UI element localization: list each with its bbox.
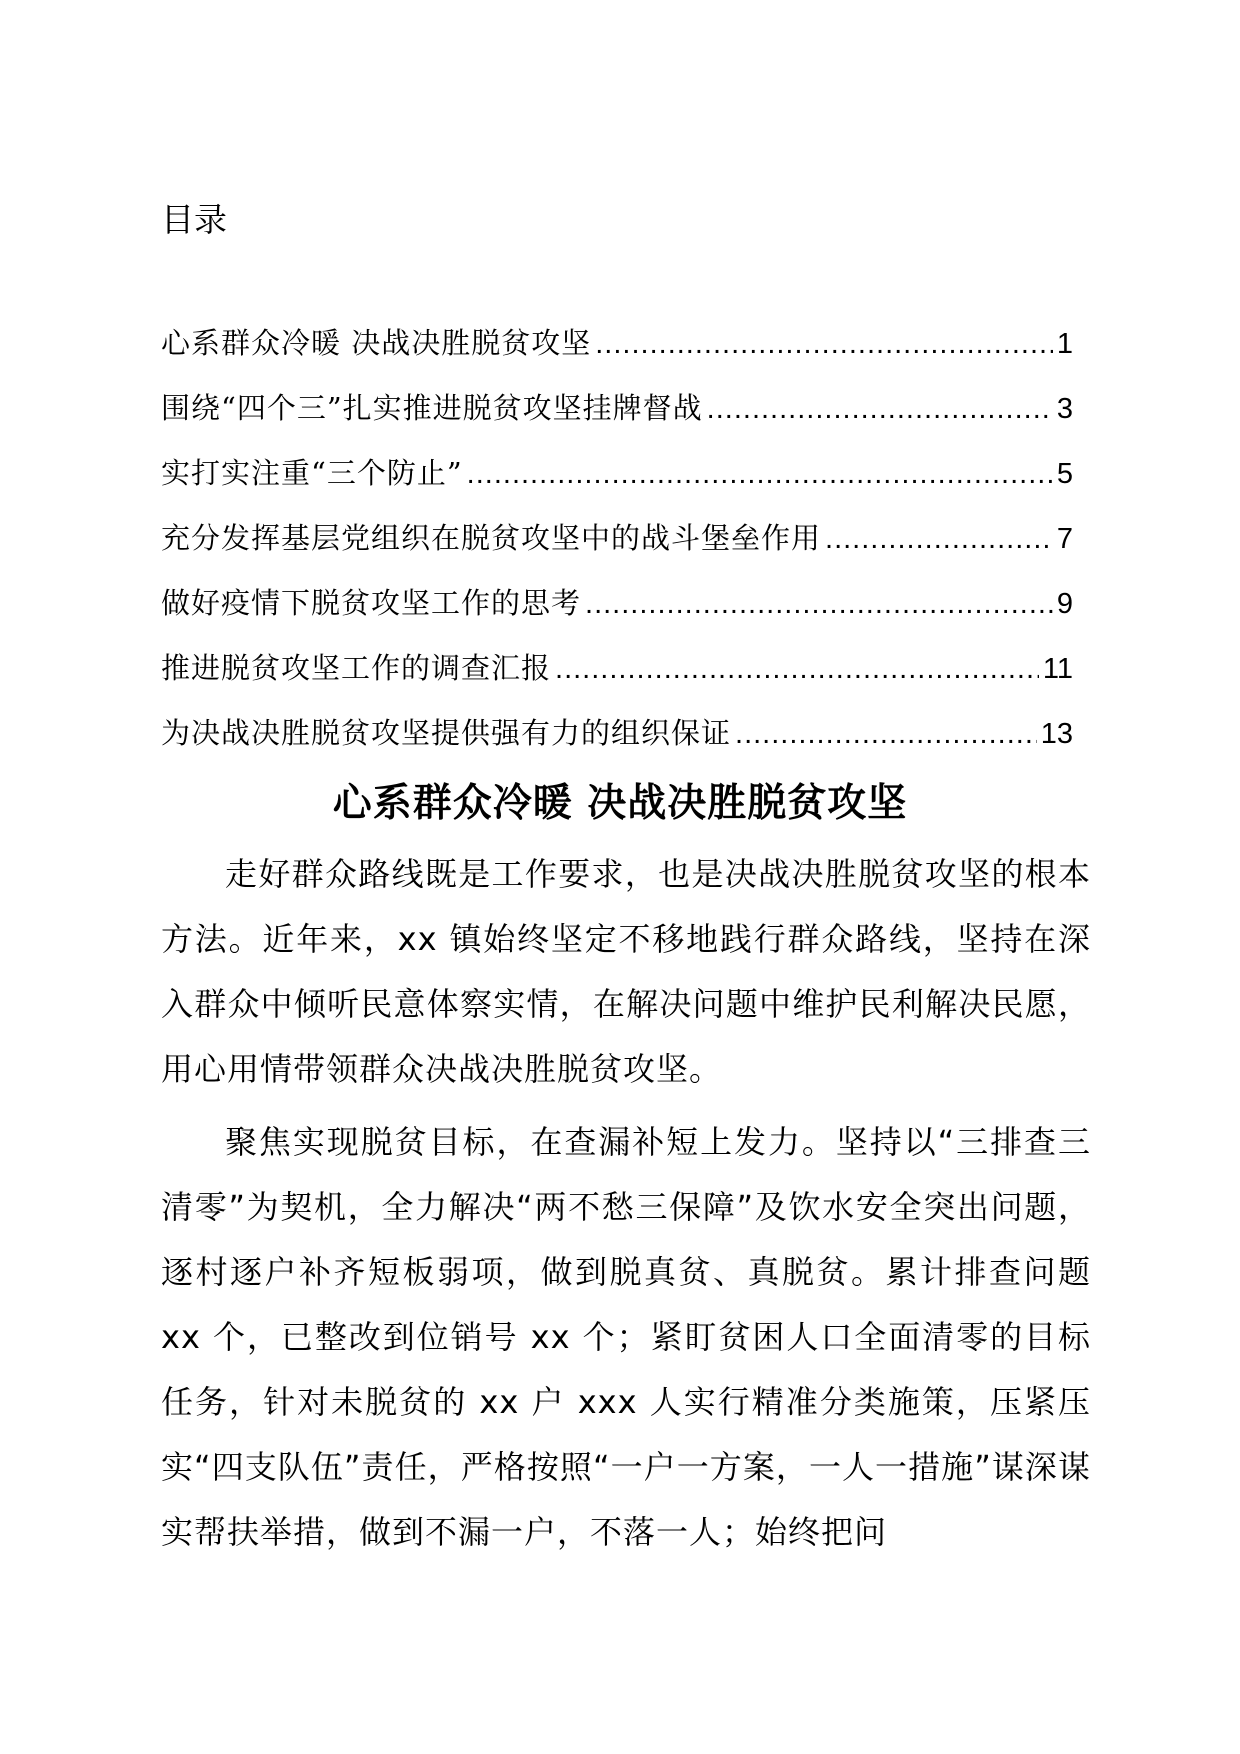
toc-entry[interactable]	[161, 453, 1073, 518]
toc-entry[interactable]	[161, 323, 1073, 388]
toc-entry-page: 13	[1040, 718, 1073, 750]
toc-entry[interactable]	[161, 713, 1073, 778]
toc-dot-leader	[555, 649, 1039, 689]
toc-heading: 目录	[161, 200, 227, 239]
toc-entry[interactable]	[161, 388, 1073, 453]
toc-dot-leader	[585, 584, 1053, 624]
article-title: 心系群众冷暖 决战决胜脱贫攻坚	[332, 781, 908, 826]
table-of-contents	[161, 323, 1073, 778]
body-paragraph: 走好群众路线既是工作要求，也是决战决胜脱贫攻坚的根本方法。近年来，xx 镇始终坚定不移地践行群众路线，坚持在深入群众中倾听民意体察实情，在解决问题中维护民利解决民愿，用心用情带领群众决战决胜脱贫攻坚。	[161, 855, 1091, 1088]
toc-entry-page: 3	[1056, 393, 1073, 425]
body-paragraph: 聚焦实现脱贫目标，在查漏补短上发力。坚持以“三排查三清零”为契机，全力解决“两不愁三保障”及饮水安全突出问题，逐村逐户补齐短板弱项，做到脱真贫、真脱贫。累计排查问题 xx 个，已整改到位销号 xx 个；紧盯贫困人口全面清零的目标任务，针对未脱贫的 xx 户 xxx 人实行精准分类施策，压紧压实“四支队伍”责任，严格按照“一户一方案，一人一措施”谋深谋实帮扶举措，做到不漏一户，不落一人；始终把问	[161, 1123, 1091, 1551]
toc-dot-leader	[735, 714, 1037, 754]
toc-entry-title: 推进脱贫攻坚工作的调查汇报	[161, 651, 552, 685]
toc-entry[interactable]	[161, 648, 1073, 713]
toc-dot-leader	[825, 519, 1053, 559]
toc-entry-page: 1	[1056, 328, 1073, 360]
toc-entry-page: 11	[1042, 653, 1073, 685]
toc-dot-leader	[467, 454, 1053, 494]
article-body	[161, 842, 1091, 1573]
toc-entry-title: 为决战决胜脱贫攻坚提供强有力的组织保证	[161, 716, 732, 750]
toc-entry-page: 7	[1056, 523, 1073, 555]
toc-entry-title: 充分发挥基层党组织在脱贫攻坚中的战斗堡垒作用	[161, 521, 822, 555]
toc-entry-page: 5	[1056, 458, 1073, 490]
toc-entry-page: 9	[1056, 588, 1073, 620]
toc-entry[interactable]	[161, 518, 1073, 583]
toc-entry-title: 围绕“四个三”扎实推进脱贫攻坚挂牌督战	[161, 391, 703, 425]
toc-dot-leader	[707, 389, 1053, 429]
toc-entry-title: 心系群众冷暖 决战决胜脱贫攻坚	[161, 326, 592, 360]
toc-entry[interactable]	[161, 583, 1073, 648]
toc-entry-title: 实打实注重“三个防止”	[161, 456, 463, 490]
toc-dot-leader	[595, 324, 1053, 364]
toc-entry-title: 做好疫情下脱贫攻坚工作的思考	[161, 586, 582, 620]
